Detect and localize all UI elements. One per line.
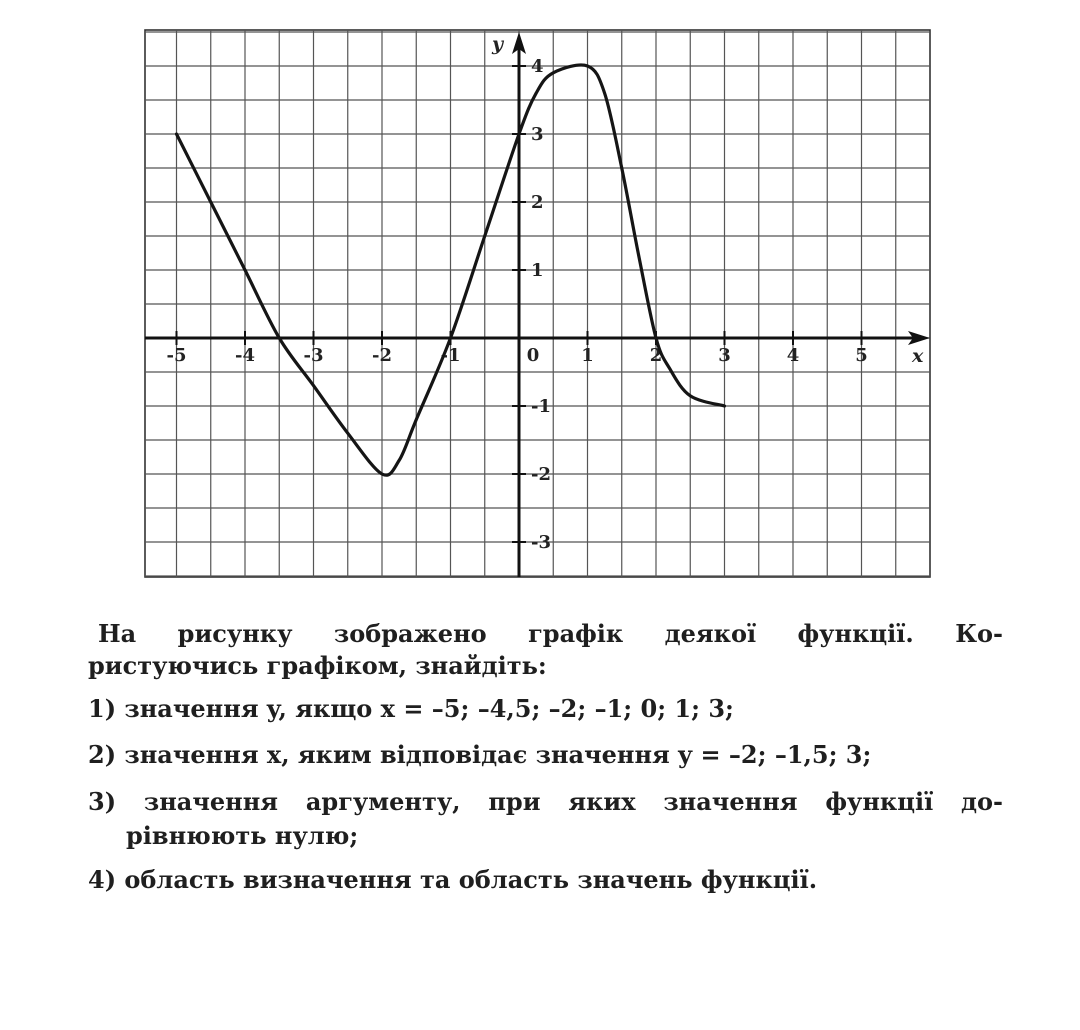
y-tick-label: 3 xyxy=(531,124,544,145)
x-tick-label: 1 xyxy=(581,345,594,366)
x-tick-label: -3 xyxy=(303,345,324,366)
task-intro-continued: ристуючись графіком, знайдіть: xyxy=(88,651,547,681)
task-item-3-continued: рівнюють нулю; xyxy=(126,820,359,850)
task-intro: На рисунку зображено графік деякої функції. Ко- xyxy=(98,619,1003,648)
x-axis-name: x xyxy=(912,345,924,367)
x-tick-label: 2 xyxy=(649,345,663,366)
x-tick-label: 0 xyxy=(526,345,540,366)
y-tick-label: -3 xyxy=(531,532,551,553)
x-tick-label: 5 xyxy=(855,345,868,366)
curve-point xyxy=(535,92,537,94)
curve-point xyxy=(381,473,383,475)
curve-point xyxy=(449,337,451,339)
curve-point xyxy=(552,72,554,74)
curve-point xyxy=(484,235,486,237)
x-tick-label: 3 xyxy=(718,345,731,366)
x-tick-label: -5 xyxy=(166,345,187,366)
task-item-4: 4) область визначення та область значень функції. xyxy=(88,865,818,895)
curve-point xyxy=(518,133,520,135)
curve-point xyxy=(278,337,280,339)
x-tick-label: -4 xyxy=(235,345,255,366)
curve-point xyxy=(398,459,400,461)
curve-point xyxy=(175,133,177,135)
curve-point xyxy=(347,432,349,434)
task-item-3: 3) значення аргументу, при яких значення функції до- xyxy=(88,786,1003,816)
curve-point xyxy=(603,92,605,94)
y-tick-label: -2 xyxy=(531,464,551,485)
y-axis-name: y xyxy=(492,33,504,55)
x-tick-label: -2 xyxy=(372,345,392,366)
curve-point xyxy=(669,367,671,369)
curve-point xyxy=(655,337,657,339)
task-text xyxy=(88,618,1003,911)
curve-point xyxy=(210,201,212,203)
curve-point xyxy=(723,405,725,407)
curve-point xyxy=(244,269,246,271)
task-item-1: 1) значення y, якщо x = –5; –4,5; –2; –1; 0; 1; 3; xyxy=(88,693,734,723)
x-tick-label: -1 xyxy=(440,345,461,366)
curve-point xyxy=(586,65,588,67)
curve-point xyxy=(312,384,314,386)
task-item-2: 2) значення x, яким відповідає значення y = –2; –1,5; 3; xyxy=(88,740,872,770)
y-tick-label: -1 xyxy=(531,396,551,417)
x-tick-label: 4 xyxy=(786,345,800,366)
y-tick-label: 1 xyxy=(531,260,544,281)
y-tick-label: 2 xyxy=(531,192,544,213)
y-tick-label: 4 xyxy=(531,56,544,77)
curve-point xyxy=(638,255,640,257)
curve-point xyxy=(415,418,417,420)
curve-point xyxy=(621,167,623,169)
curve-point xyxy=(689,395,691,397)
